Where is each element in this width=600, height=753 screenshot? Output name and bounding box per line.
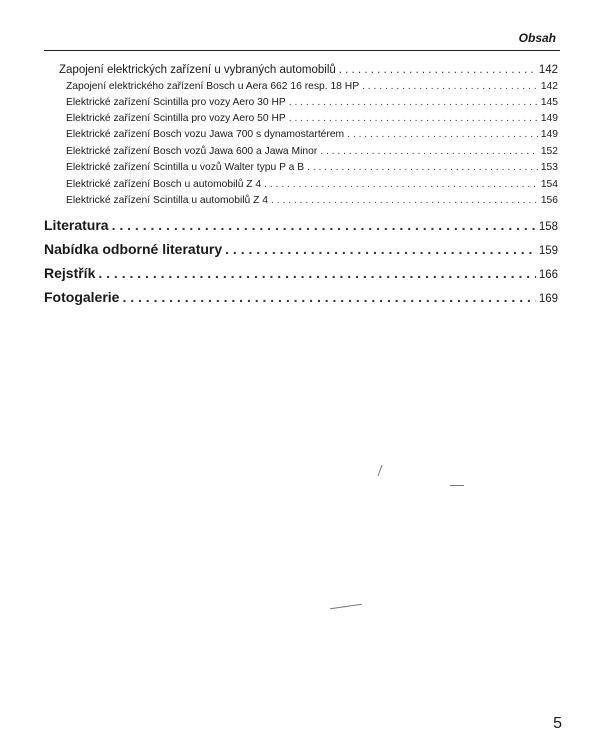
toc-entry-page: 153 (540, 162, 558, 173)
scan-mark (450, 485, 464, 486)
toc-leader-dots (362, 81, 538, 92)
toc-leader-dots (264, 179, 538, 190)
toc-entry-label: Elektrické zařízení Scintilla pro vozy Aero 50 HP (66, 113, 286, 124)
toc-chapter (44, 217, 558, 233)
scan-mark (377, 465, 382, 477)
toc-entry-label: Elektrické zařízení Bosch vozů Jawa 600 a Jawa Minor (66, 146, 318, 157)
toc-entry (66, 195, 558, 206)
toc-entry-page: 152 (540, 146, 558, 157)
toc-entry (66, 113, 558, 124)
toc-subsection (59, 64, 558, 76)
toc-chapter-label: Nabídka odborné literatury (44, 241, 223, 257)
toc-chapter (44, 289, 558, 305)
toc-chapter-label: Fotogalerie (44, 289, 120, 305)
toc-leader-dots (307, 162, 538, 173)
toc-leader-dots (225, 241, 536, 257)
toc-entry-page: 156 (540, 195, 558, 206)
toc-entry-label: Elektrické zařízení Scintilla pro vozy Aero 30 HP (66, 97, 286, 108)
toc-leader-dots (347, 129, 538, 140)
toc-leader-dots (271, 195, 538, 206)
toc-leader-dots (112, 217, 536, 233)
toc-entry-label: Elektrické zařízení Scintilla u vozů Walter typu P a B (66, 162, 305, 173)
toc-entry-label: Elektrické zařízení Scintilla u automobilů Z 4 (66, 195, 269, 206)
toc-entry (66, 162, 558, 173)
toc-entry-page: 142 (540, 81, 558, 92)
toc-entry-page: 142 (538, 64, 558, 76)
toc-entry-label: Zapojení elektrického zařízení Bosch u Aera 662 16 resp. 18 HP (66, 81, 360, 92)
toc-leader-dots (98, 265, 535, 281)
toc-entry-label: Elektrické zařízení Bosch vozu Jawa 700 s dynamostartérem (66, 129, 345, 140)
toc-leader-dots (289, 97, 538, 108)
toc-entry-label: Elektrické zařízení Bosch u automobilů Z 4 (66, 179, 262, 190)
toc-entry-label: Zapojení elektrických zařízení u vybraných automobilů (59, 64, 336, 76)
toc-entry-page: 145 (540, 97, 558, 108)
toc-entry (66, 129, 558, 140)
toc-chapter-label: Literatura (44, 217, 109, 233)
toc-leader-dots (339, 64, 536, 76)
toc-entry-page: 149 (540, 113, 558, 124)
toc-chapter-page: 166 (538, 269, 558, 281)
toc-entry (66, 81, 558, 92)
toc-entry-page: 149 (540, 129, 558, 140)
toc-entry (66, 179, 558, 190)
running-header-title: Obsah (518, 31, 556, 45)
toc-entry (66, 146, 558, 157)
toc-chapter-page: 159 (538, 245, 558, 257)
toc-leader-dots (122, 289, 535, 305)
toc-entry (66, 97, 558, 108)
toc-chapter (44, 265, 558, 281)
toc-leader-dots (320, 146, 538, 157)
toc-leader-dots (289, 113, 538, 124)
toc-entry-page: 154 (540, 179, 558, 190)
toc-chapter-page: 169 (538, 293, 558, 305)
toc-chapter-page: 158 (538, 221, 558, 233)
page-number: 5 (553, 715, 562, 732)
header-rule (44, 50, 560, 51)
toc-chapter (44, 241, 558, 257)
toc-chapter-label: Rejstřík (44, 265, 96, 281)
scan-mark (330, 604, 362, 609)
